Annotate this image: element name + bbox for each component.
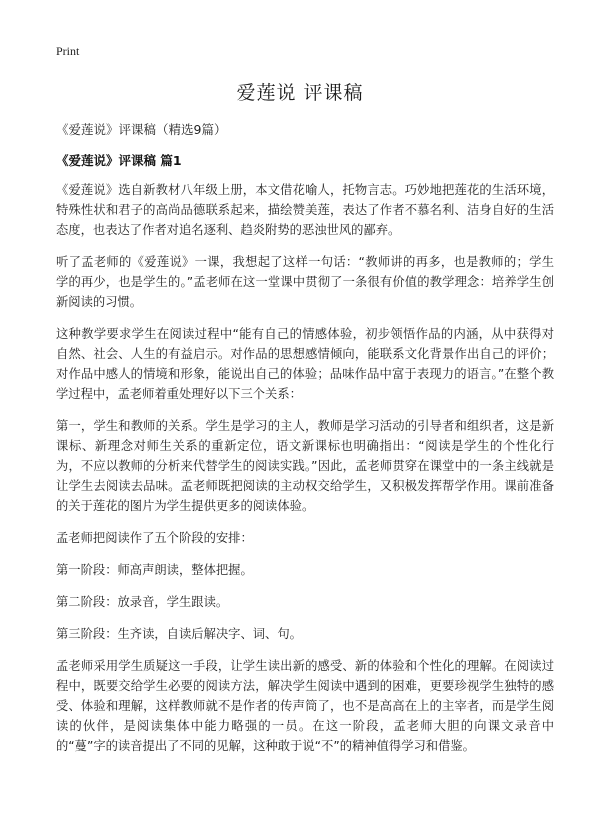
paragraph: 听了孟老师的《爱莲说》一课，我想起了这样一句话：“教师讲的再多，也是教师的；学生学的再少，也是学生的。”孟老师在这一堂课中贯彻了一条很有价值的教学理念：培养学生创新阅读的习惯。 [56, 255, 554, 309]
paragraph: 这种教学要求学生在阅读过程中“能有自己的情感体验，初步领悟作品的内涵，从中获得对自然、社会、人生的有益启示。对作品的思想感情倾向，能联系文化背景作出自己的评价；对作品中感人的情境和形象，能说出自己的体验；品味作品中富于表现力的语言。”在整个教学过程中，孟老师着重处理好以下三个关系： [56, 327, 554, 401]
paragraph: 第一阶段：师高声朗读，整体把握。 [56, 563, 253, 577]
paragraph: 第三阶段：生齐读，自读后解决字、词、句。 [56, 627, 302, 641]
page-title: 爱莲说 评课稿 [236, 82, 364, 104]
paragraph: 孟老师采用学生质疑这一手段，让学生读出新的感受、新的体验和个性化的理解。在阅读过程中，既要交给学生必要的阅读方法，解决学生阅读中遇到的困难，更要珍视学生独特的感受、体验和理解，这样教师就不是作者的传声筒了，也不是高高在上的主宰者，而是学生阅读的伙伴，是阅读集体中能力略强的一员。在这一阶段，孟老师大胆的向课文录音中的“蔓”字的读音提出了不同的见解，这种敢于说“不”的精神值得学习和借鉴。 [56, 659, 554, 753]
paragraph: 《爱莲说》选自新教材八年级上册，本文借花喻人，托物言志。巧妙地把莲花的生活环境，特殊性状和君子的高尚品德联系起来，描绘赞美莲，表达了作者不慕名利、洁身自好的生活态度，也表达了作者对追名逐利、趋炎附势的恶浊世风的鄙弃。 [56, 183, 554, 237]
document-subtitle: 《爱莲说》评课稿（精选9篇） [56, 122, 227, 137]
document-body [56, 180, 554, 768]
paragraph: 孟老师把阅读作了五个阶段的安排： [56, 531, 253, 545]
section-heading: 《爱莲说》评课稿 篇1 [56, 153, 182, 168]
paragraph: 第一，学生和教师的关系。学生是学习的主人，教师是学习活动的引导者和组织者，这是新课标、新理念对师生关系的重新定位，语文新课标也明确指出：“阅读是学生的个性化行为，不应以教师的分析来代替学生的阅读实践。”因此，孟老师贯穿在课堂中的一条主线就是让学生去阅读去品味。孟老师既把阅读的主动权交给学生，又积极发挥帮学作用。课前准备的关于莲花的图片为学生提供更多的阅读体验。 [56, 419, 554, 513]
paragraph: 第二阶段：放录音，学生跟读。 [56, 595, 229, 609]
print-label: Print [56, 44, 80, 58]
